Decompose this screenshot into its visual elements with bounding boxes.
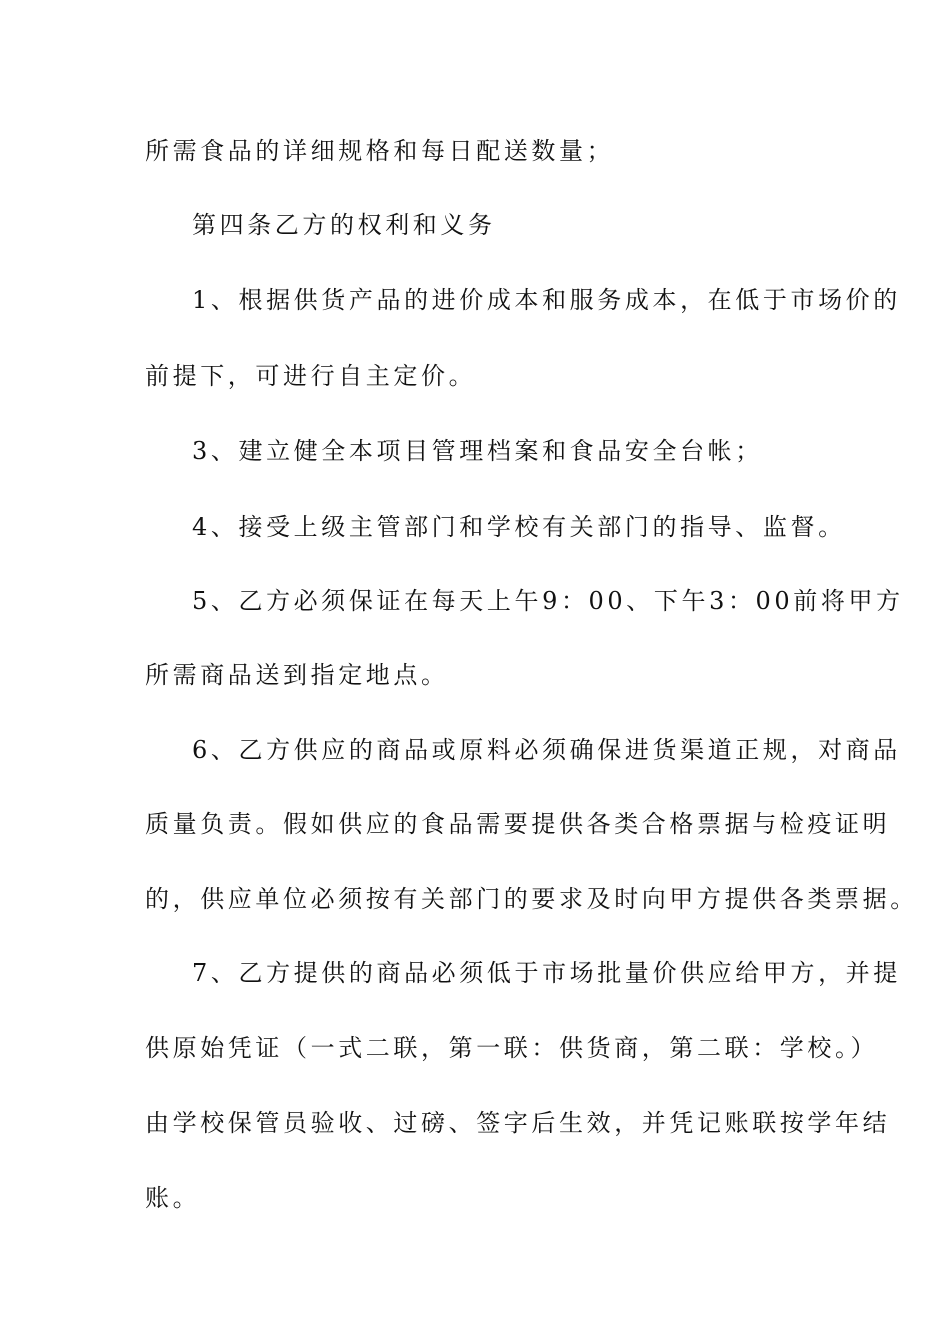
clause-7-line-1: 7、乙方提供的商品必须低于市场批量价供应给甲方，并提 — [192, 959, 901, 987]
clause-7-line-3: 由学校保管员验收、过磅、签字后生效，并凭记账联按学年结 — [145, 1109, 891, 1137]
clause-5-line-1: 5、乙方必须保证在每天上午9：00、下午3：00前将甲方 — [192, 587, 904, 615]
clause-3: 3、建立健全本项目管理档案和食品安全台帐； — [192, 437, 763, 465]
clause-7-line-2: 供原始凭证（一式二联，第一联：供货商，第二联：学校。） — [145, 1034, 879, 1062]
clause-7-line-4: 账。 — [145, 1184, 201, 1212]
clause-6-line-1: 6、乙方供应的商品或原料必须确保进货渠道正规，对商品 — [192, 736, 901, 764]
text-line-1: 所需食品的详细规格和每日配送数量； — [145, 137, 615, 165]
clause-4: 4、接受上级主管部门和学校有关部门的指导、监督。 — [192, 513, 846, 541]
clause-6-line-2: 质量负责。假如供应的食品需要提供各类合格票据与检疫证明 — [145, 810, 891, 838]
clause-1-line-1: 1、根据供货产品的进价成本和服务成本，在低于市场价的 — [192, 286, 901, 314]
clause-6-line-3: 的，供应单位必须按有关部门的要求及时向甲方提供各类票据。 — [145, 885, 918, 913]
section-heading: 第四条乙方的权利和义务 — [192, 211, 496, 239]
clause-1-line-2: 前提下，可进行自主定价。 — [145, 362, 477, 390]
clause-5-line-2: 所需商品送到指定地点。 — [145, 661, 449, 689]
